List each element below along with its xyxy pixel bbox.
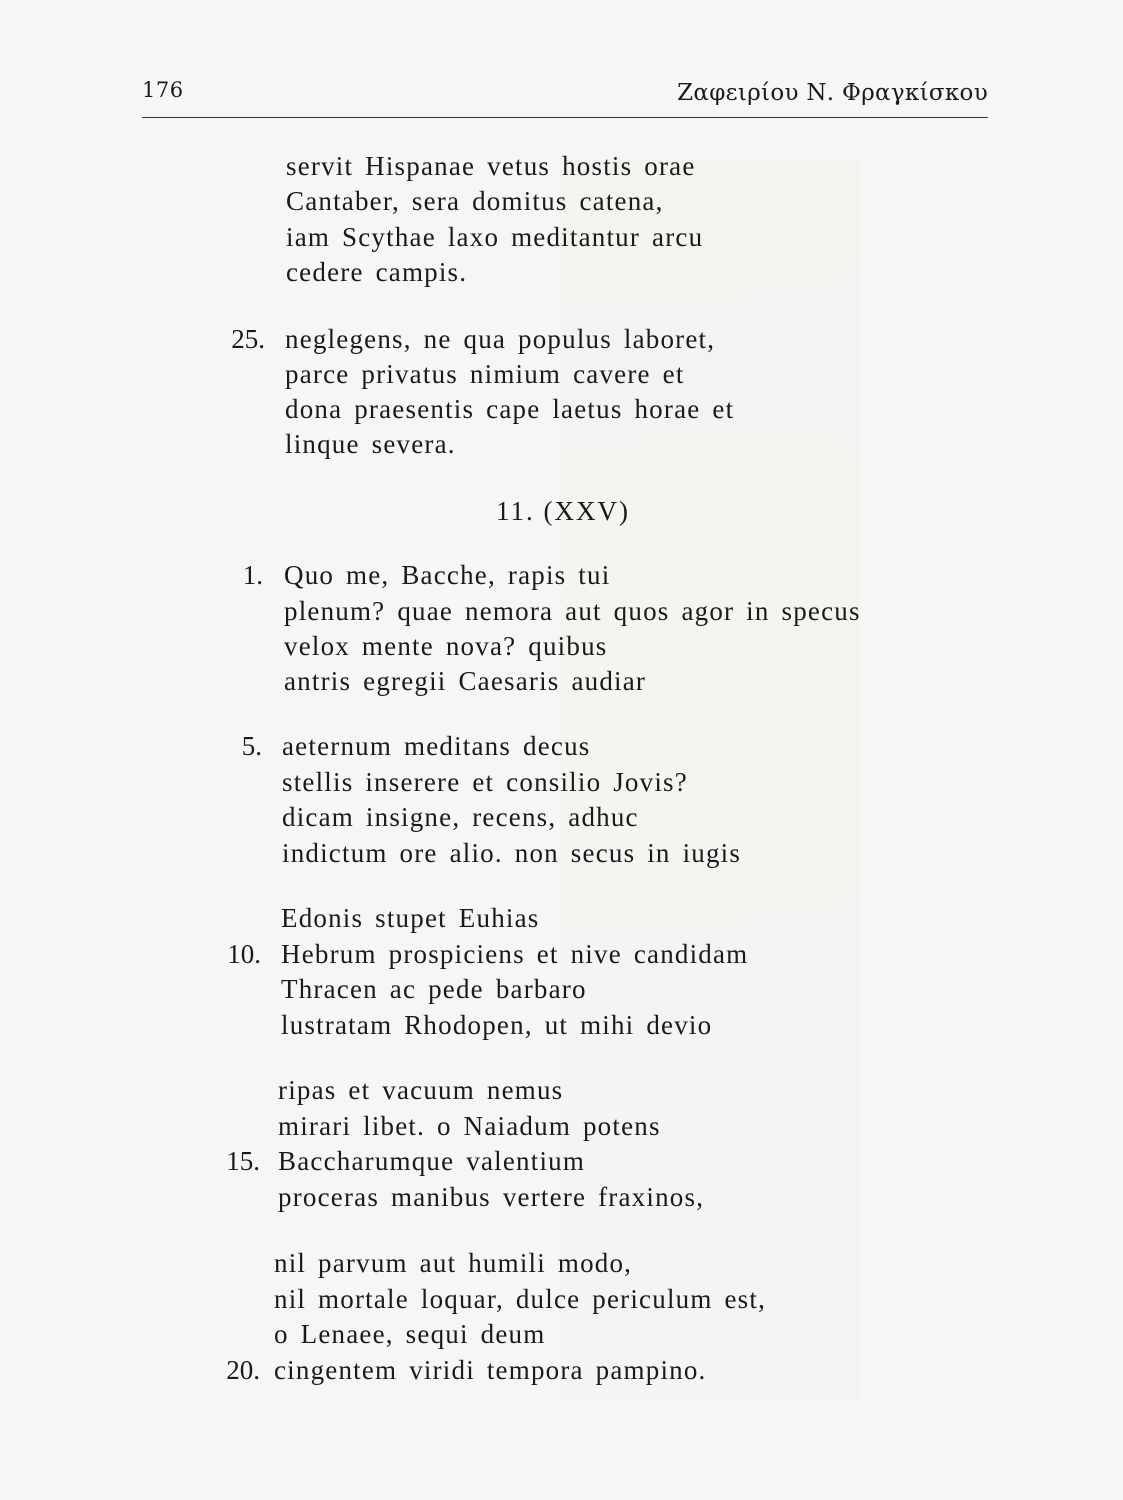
verse-line: proceras manibus vertere fraxinos, (278, 1182, 705, 1212)
header-rule (142, 117, 988, 118)
verse-line: Edonis stupet Euhias (281, 903, 540, 933)
running-head: Ζαφειρίου Ν. Φραγκίσκου (677, 80, 988, 106)
line-number: 15. (226, 1146, 260, 1176)
verse-line: cedere campis. (286, 257, 468, 287)
verse-line: dicam insigne, recens, adhuc (282, 802, 639, 832)
verse-line: linque severa. (285, 429, 456, 459)
verse-line: ripas et vacuum nemus (278, 1075, 564, 1105)
verse-line: cingentem viridi tempora pampino. (274, 1355, 707, 1385)
verse-line: neglegens, ne qua populus laboret, (285, 324, 716, 354)
ode-heading: 11. (XXV) (496, 496, 630, 526)
page-number: 176 (142, 78, 184, 102)
verse-line: dona praesentis cape laetus horae et (285, 394, 735, 424)
verse-line: parce privatus nimium cavere et (285, 359, 685, 389)
verse-line: Baccharumque valentium (278, 1146, 586, 1176)
verse-line: o Lenaee, sequi deum (274, 1319, 546, 1349)
verse-line: aeternum meditans decus (282, 731, 591, 761)
verse-line: indictum ore alio. non secus in iugis (282, 838, 742, 868)
verse-line: plenum? quae nemora aut quos agor in specus (284, 596, 861, 626)
verse-line: Hebrum prospiciens et nive candidam (281, 939, 749, 969)
line-number: 5. (241, 731, 262, 761)
verse-line: lustratam Rhodopen, ut mihi devio (281, 1010, 713, 1040)
page-header (142, 74, 988, 118)
verse-line: antris egregii Caesaris audiar (284, 666, 647, 696)
line-number: 1. (242, 560, 263, 590)
verse-line: nil parvum aut humili modo, (274, 1248, 633, 1278)
verse-line: Quo me, Bacche, rapis tui (284, 560, 611, 590)
line-number: 25. (231, 324, 265, 354)
verse-line: nil mortale loquar, dulce periculum est, (274, 1284, 767, 1314)
verse-line: Thracen ac pede barbaro (281, 974, 587, 1004)
line-number: 10. (227, 939, 261, 969)
verse-line: iam Scythae laxo meditantur arcu (286, 222, 704, 252)
verse-line: servit Hispanae vetus hostis orae (286, 151, 696, 181)
line-number: 20. (226, 1355, 260, 1385)
verse-line: Cantaber, sera domitus catena, (286, 186, 664, 216)
verse-line: velox mente nova? quibus (284, 631, 608, 661)
verse-line: mirari libet. o Naiadum potens (278, 1111, 661, 1141)
verse-line: stellis inserere et consilio Jovis? (282, 767, 688, 797)
